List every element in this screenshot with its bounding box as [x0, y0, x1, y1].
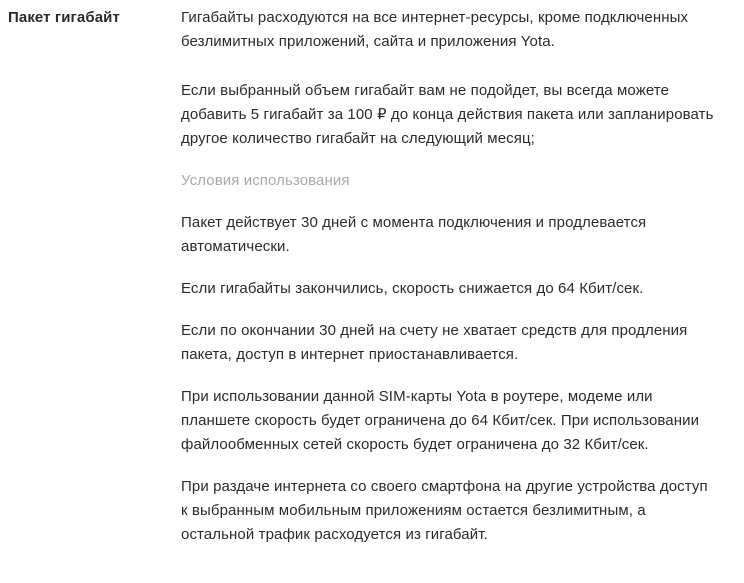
paragraph-package-duration: Пакет действует 30 дней с момента подключения и продлевается автоматически. — [181, 214, 647, 255]
row-label: Пакет гигабайт — [8, 9, 120, 26]
usage-terms-heading: Условия использования — [181, 172, 350, 189]
paragraph-insufficient-funds: Если по окончании 30 дней на счету не хватает средств для продления пакета, доступ в интернет приостанавливается. — [181, 322, 688, 363]
paragraph-add-gigabytes: Если выбранный объем гигабайт вам не подойдет, вы всегда можете добавить 5 гигабайт за 100 ₽ до конца действия пакета или запланировать другое количество гигабайт на следующий месяц; — [181, 82, 714, 147]
row-label-column — [8, 6, 181, 30]
paragraph-tethering: При раздаче интернета со своего смартфона на другие устройства доступ к выбранным мобильным приложениям остается безлимитным, а остальной трафик расходуется из гигабайт. — [181, 478, 708, 543]
paragraph-speed-reduction: Если гигабайты закончились, скорость снижается до 64 Кбит/сек. — [181, 280, 644, 297]
row-content-column — [181, 6, 721, 565]
paragraph-internet-usage: Гигабайты расходуются на все интернет-ресурсы, кроме подключенных безлимитных приложений, сайта и приложения Yota. — [181, 9, 689, 50]
paragraph-sim-in-router: При использовании данной SIM-карты Yota в роутере, модеме или планшете скорость будет ограничена до 64 Кбит/сек. При использовании файлообменных сетей скорость будет ограничена до 32 Кбит/сек. — [181, 388, 700, 453]
